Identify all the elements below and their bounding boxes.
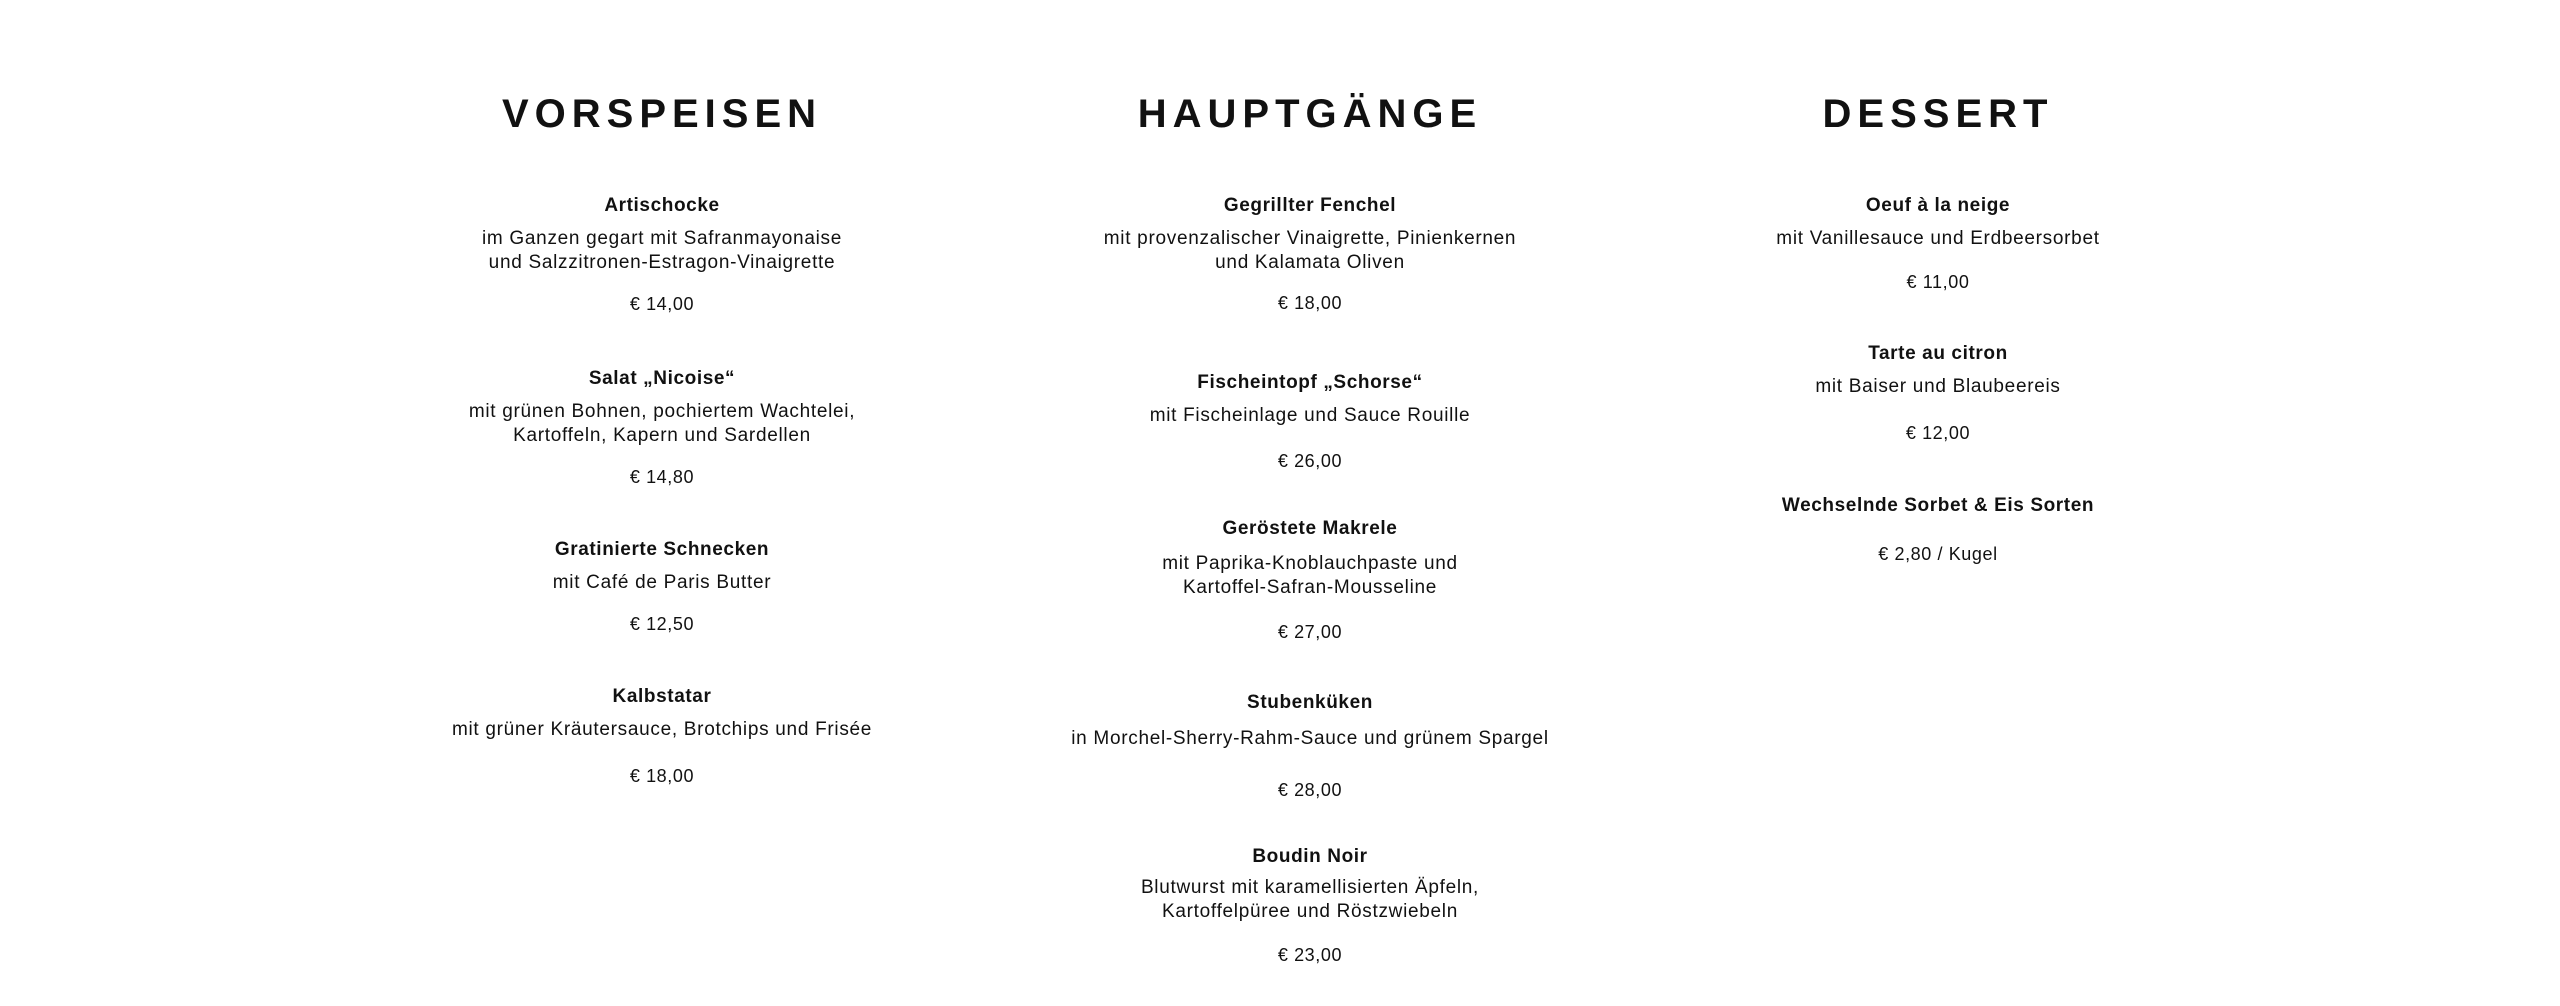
dish-description — [382, 571, 942, 595]
dish-name: Gratinierte Schnecken — [554, 539, 770, 560]
section-heading: VORSPEISEN — [501, 92, 823, 136]
menu-item — [1658, 494, 2218, 566]
section-heading: DESSERT — [1822, 92, 2054, 136]
dish-price: € 18,00 — [629, 766, 695, 786]
menu-item — [382, 194, 942, 316]
dish-price: € 12,00 — [1905, 423, 1971, 443]
dish-description — [382, 227, 942, 275]
dish-description-line: mit grüner Kräutersauce, Brotchips und Frisée — [451, 719, 873, 740]
dish-price: € 14,00 — [629, 294, 695, 314]
dish-name: Stubenküken — [1247, 692, 1373, 713]
dish-name: Oeuf à la neige — [1865, 195, 2011, 216]
dish-name: Salat „Nicoise“ — [588, 368, 736, 389]
menu-item — [1030, 371, 1590, 473]
dish-name: Boudin Noir — [1252, 846, 1368, 867]
dish-price: € 23,00 — [1277, 945, 1343, 965]
dish-description-line: Kartoffeln, Kapern und Sardellen — [513, 425, 811, 446]
dish-price: € 18,00 — [1277, 293, 1343, 313]
menu-item — [1030, 194, 1590, 315]
dish-name: Artischocke — [604, 195, 720, 216]
section-heading: HAUPTGÄNGE — [1137, 92, 1483, 136]
dish-description-line: mit Paprika-Knoblauchpaste und — [1162, 553, 1458, 574]
dish-name: Tarte au citron — [1868, 343, 2008, 364]
dish-description — [1030, 727, 1590, 751]
dish-name: Gegrillter Fenchel — [1223, 195, 1397, 216]
dish-description-line: mit provenzalischer Vinaigrette, Pinienkernen — [1103, 228, 1517, 249]
dish-description-line: mit Vanillesauce und Erdbeersorbet — [1776, 228, 2100, 249]
dish-description-line: mit Café de Paris Butter — [552, 572, 772, 593]
dish-description — [1030, 227, 1590, 275]
dish-description — [1030, 404, 1590, 428]
dish-description-line: in Morchel-Sherry-Rahm-Sauce und grünem Spargel — [1071, 728, 1549, 749]
dish-price: € 27,00 — [1277, 622, 1343, 642]
dish-description-line: und Salzzitronen-Estragon-Vinaigrette — [488, 252, 836, 273]
dish-price: € 14,80 — [629, 467, 695, 487]
dish-description — [1030, 876, 1590, 924]
dish-description-line: im Ganzen gegart mit Safranmayonaise — [482, 228, 842, 249]
dish-description-line: mit Fischeinlage und Sauce Rouille — [1149, 405, 1471, 426]
dish-name: Geröstete Makrele — [1222, 518, 1398, 539]
dish-name: Kalbstatar — [612, 686, 712, 707]
dish-price: € 28,00 — [1277, 780, 1343, 800]
dish-description-line: Kartoffelpüree und Röstzwiebeln — [1162, 901, 1458, 922]
dish-price: € 12,50 — [629, 614, 695, 634]
dish-description — [1658, 375, 2218, 399]
dish-description — [382, 718, 942, 742]
dish-name: Wechselnde Sorbet & Eis Sorten — [1781, 495, 2095, 516]
dish-name: Fischeintopf „Schorse“ — [1197, 372, 1423, 393]
dish-price: € 26,00 — [1277, 451, 1343, 471]
menu-item — [1658, 194, 2218, 294]
menu-item — [1030, 691, 1590, 802]
dish-description — [1030, 552, 1590, 600]
dish-description — [1658, 227, 2218, 251]
menu-item — [1030, 517, 1590, 644]
menu-item — [382, 367, 942, 489]
dish-description — [382, 400, 942, 448]
menu-item — [382, 538, 942, 636]
dish-description-line: mit grünen Bohnen, pochiertem Wachtelei, — [468, 401, 856, 422]
menu-item — [382, 685, 942, 788]
dish-description-line: mit Baiser und Blaubeereis — [1815, 376, 2061, 397]
menu-item — [1658, 342, 2218, 445]
dish-price: € 11,00 — [1906, 272, 1970, 292]
dish-price: € 2,80 / Kugel — [1878, 544, 1998, 564]
dish-description-line: und Kalamata Oliven — [1215, 252, 1405, 273]
dish-description-line: Blutwurst mit karamellisierten Äpfeln, — [1140, 877, 1480, 898]
dish-description-line: Kartoffel-Safran-Mousseline — [1182, 577, 1438, 598]
menu-item — [1030, 845, 1590, 967]
